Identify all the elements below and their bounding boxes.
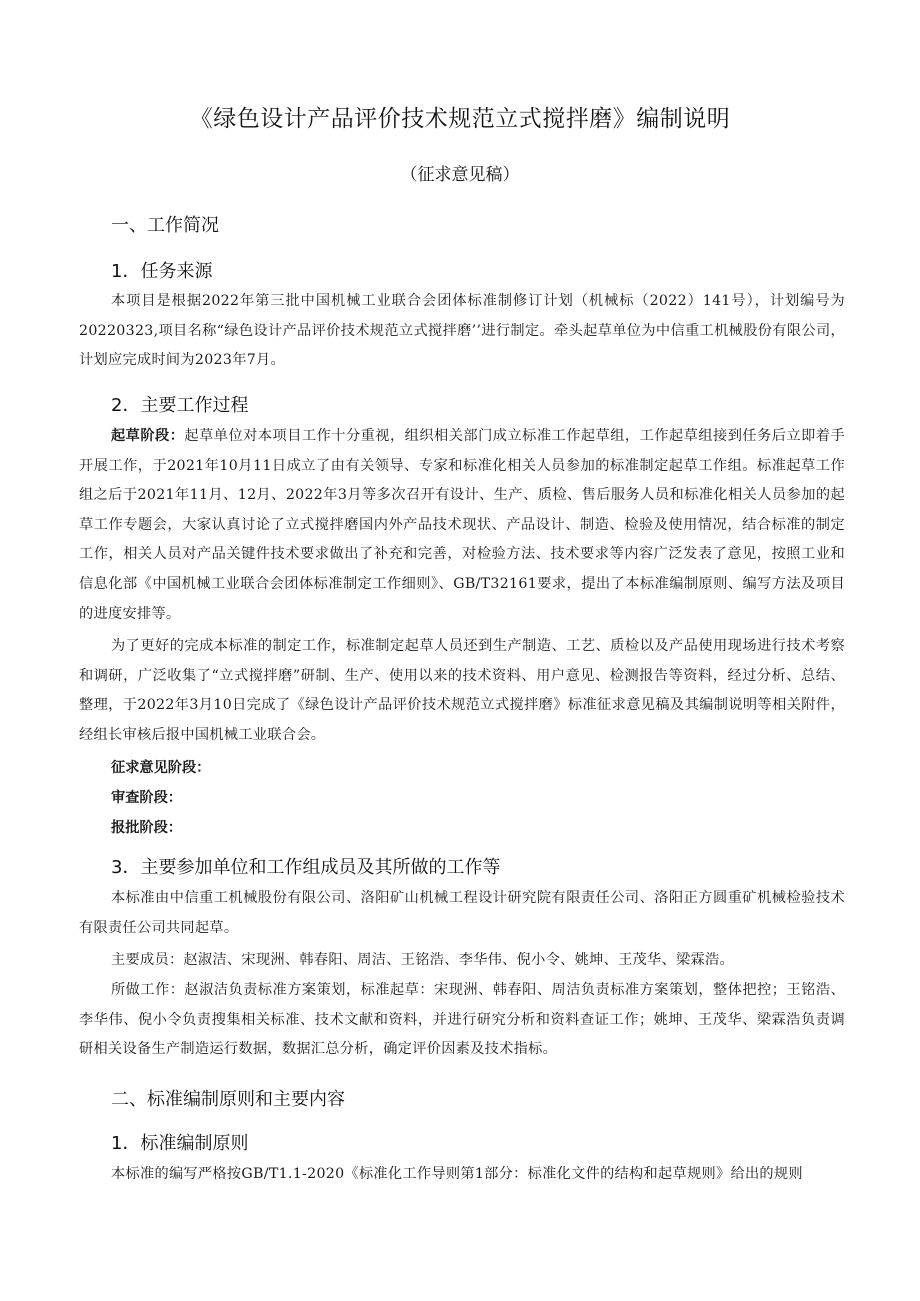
drafting-stage-paragraph bbox=[79, 422, 845, 629]
drafting-stage-label: 起草阶段： bbox=[111, 428, 185, 444]
task-source-paragraph: 本项目是根据2022年第三批中国机械工业联合会团体标准制修订计划（机械标（2022）141号），计划编号为20220323,项目名称“绿色设计产品评价技术规范立式搅拌磨’’进行制定。牵头起草单位为中信重工机械股份有限公司，计划应完成时间为2023年7月。 bbox=[79, 293, 845, 369]
participants-heading: 3．主要参加单位和工作组成员及其所做的工作等 bbox=[111, 857, 501, 878]
review-stage-label: 审查阶段： bbox=[111, 790, 182, 806]
participants-units-paragraph: 本标准由中信重工机械股份有限公司、洛阳矿山机械工程设计研究院有限责任公司、洛阳正方圆重矿机械检验技术有限责任公司共同起草。 bbox=[79, 890, 845, 936]
main-members-paragraph: 主要成员：赵淑洁、宋现洲、韩春阳、周洁、王铭浩、李华伟、倪小令、姚坤、王茂华、梁霖浩。 bbox=[111, 952, 734, 968]
principles-heading: 1．标准编制原则 bbox=[111, 1133, 249, 1154]
section-2-heading: 二、标准编制原则和主要内容 bbox=[111, 1089, 345, 1110]
drafting-stage-text: 起草单位对本项目工作十分重视，组织相关部门成立标准工作起草组，工作起草组接到任务后立即着手开展工作，于2021年10月11日成立了由有关领导、专家和标准化相关人员参加的标准制定起草工作组。标准起草工作组之后于2021年11月、12月、2022年3月等多次召开有设计、生产、质检、售后服务人员和标准化相关人员参加的起草工作专题会，大家认真讨论了立式搅拌磨国内外产品技术现状、产品设计、制造、检验及使用情况，结合标准的制定工作，相关人员对产品关键件技术要求做出了补充和完善，对检验方法、技术要求等内容广泛发表了意见，按照工业和信息化部《中国机械工业联合会团体标准制定工作细则》、GB/T32161要求，提出了本标准编制原则、编写方法及项目的进度安排等。 bbox=[79, 428, 845, 622]
research-paragraph: 为了更好的完成本标准的制定工作，标准制定起草人员还到生产制造、工艺、质检以及产品使用现场进行技术考察和调研，广泛收集了“立式搅拌磨”研制、生产、使用以来的技术资料、用户意见、检测报告等资料，经过分析、总结、整理，于2022年3月10日完成了《绿色设计产品评价技术规范立式搅拌磨》标准征求意见稿及其编制说明等相关附件，经组长审核后报中国机械工业联合会。 bbox=[79, 638, 845, 743]
approval-stage-label: 报批阶段： bbox=[111, 820, 182, 836]
document-subtitle: （征求意见稿） bbox=[400, 165, 520, 185]
principles-paragraph: 本标准的编写严格按GB/T1.1-2020《标准化工作导则第1部分：标准化文件的结构和起草规则》给出的规则 bbox=[111, 1166, 803, 1182]
section-1-heading: 一、工作简况 bbox=[111, 215, 219, 236]
document-title: 《绿色设计产品评价技术规范立式搅拌磨》编制说明 bbox=[189, 106, 731, 132]
work-process-heading: 2．主要工作过程 bbox=[111, 395, 249, 416]
comment-stage-label: 征求意见阶段： bbox=[111, 760, 211, 776]
task-source-heading: 1．任务来源 bbox=[111, 261, 213, 282]
work-done-paragraph: 所做工作：赵淑洁负责标准方案策划，标准起草：宋现洲、韩春阳、周洁负责标准方案策划，整体把控；王铭浩、李华伟、倪小令负责搜集相关标准、技术文献和资料，并进行研究分析和资料查证工作；姚坤、王茂华、梁霖浩负责调研相关设备生产制造运行数据，数据汇总分析，确定评价因素及技术指标。 bbox=[79, 982, 845, 1058]
